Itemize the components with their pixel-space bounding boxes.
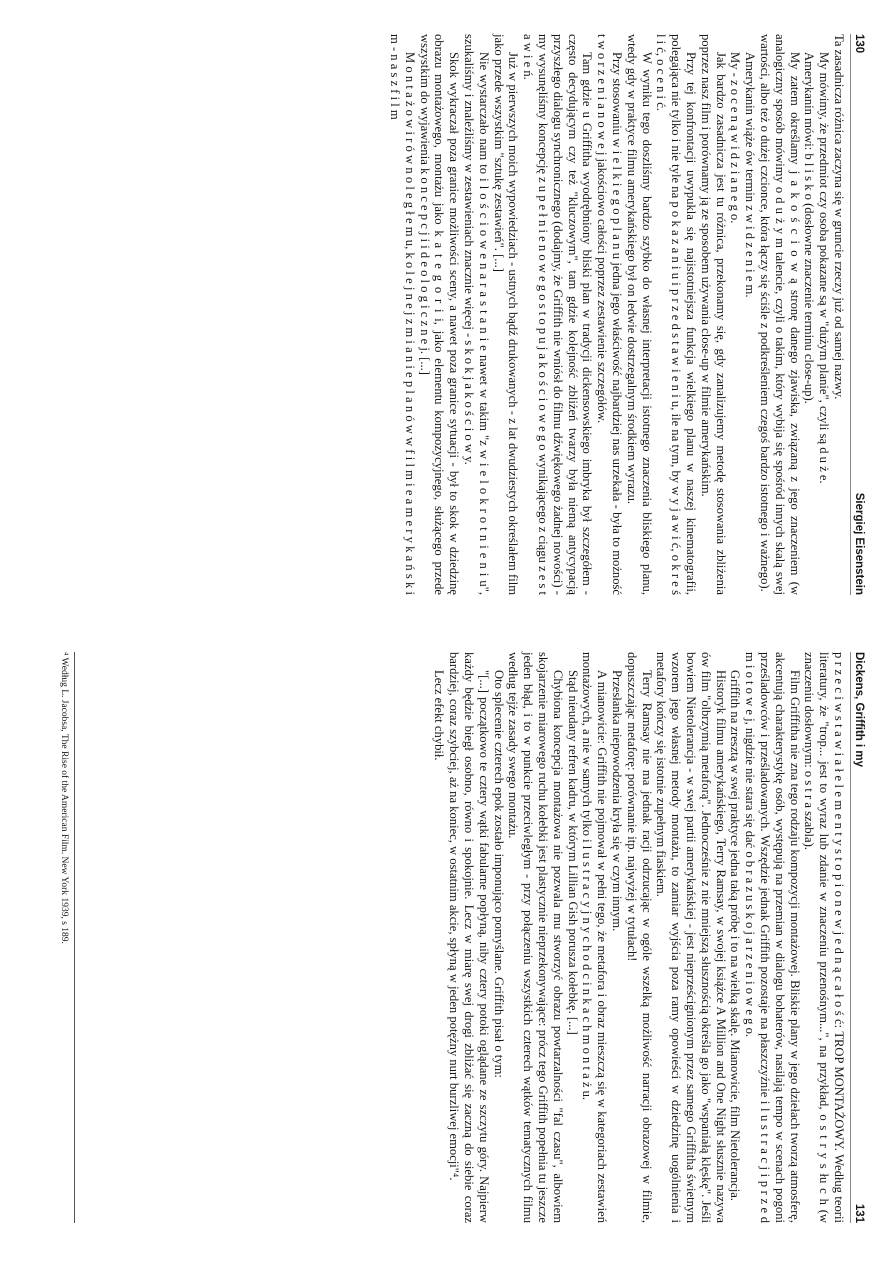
- paragraph: Przesłanka niepowodzenia kryła się w czym innym.: [610, 670, 625, 932]
- paragraph: Tam gdzie u Griffitha wyodrębniony bliski plan w tradycji dickensowskiego imbryka był szczegółem - często decydującym czy też "kluczowym", tam gdzie kolejność zbliżeń twarzy była niemą antycypacją przyszłego dialogu synchronicznego (dodajmy, że Griffith nie wniósł do filmu dźwiękowego żadnej nowości) - my wysunęliśmy koncepcję z u p e ł n i e n o w e g o s t o p u j a k o ś c i o w e g o wynikającego z ciągu z e s t a w i e ń.: [521, 34, 595, 595]
- page-body: [387, 34, 846, 595]
- paragraph: Historyk filmu amerykańskiego, Terry Ramsay, w swojej książce A Million and One Night słusznie nazywa ów film "olbrzymią metaforą". Jednocześnie z nie mniejszą słusznością określa go jako "wspaniałą klęskę". Jeśli bowiem Nietolerancja - w swej partii amerykańskiej - jest nieprześcignionym przez samego Griffitha świetnym wzorem jego własnej metody montażu, to zamiar wyjścia poza ramy opowieści w dziedzinę uogólnienia i metafory kończy się istotnie zupełnym fiaskiem.: [654, 652, 728, 1223]
- page-number: 131: [853, 1203, 865, 1223]
- paragraph: Przy tej konfrontacji uwypukla się najistotniejsza funkcja wielkiego planu w naszej kinematografii, polegająca nie tylko i nie tyle na p o k a z a n i u i p r z e d s t a w i e n i u, ile na tym, by w y j a w i ć, o k r e ś l i ć, o c e n i ć.: [654, 34, 699, 595]
- paragraph: Oto splecenie czterech epok zostało imponująco pomyślane. Griffith pisał o tym:: [491, 670, 506, 1078]
- paragraph: My mówimy, że przedmiot czy osoba pokazane są w "dużym planie", czyli są d u ż e.: [817, 52, 832, 484]
- paragraph: My - z o c e n ą w i d z i a n e g o.: [728, 52, 743, 224]
- paragraph: p r z e c i w s t a w i a ł e l e m e n t y s t o p i o n e w j e d n ą c a ł o ś ć: TROP MONTAŻOWY. Według teorii literatury, że "trop... jest to wyraz lub zdanie w znaczeniu przenośnym...", na przykład, o s t r y s łu c h (w znaczeniu dosłownym: o s t r a szabla).: [802, 652, 846, 1223]
- paragraph: Jak bardzo zasadnicza jest tu różnica, przekonamy się, gdy zanalizujemy metodę stosowania zbliżenia poprzez nasz film i porównamy ją ze sposobem używania close-up w filmie amerykańskim.: [698, 34, 728, 595]
- paragraph: Chybiona koncepcja montażowa nie pozwala mu stworzyć obrazu powtarzalności "fal czasu", albowiem skojarzenie miarowego ruchu kołebki jest plastycznie nieprzekonywające: prócz tego Griffith popełnia tu jeszcze jeden błąd, i to w punkcie przeciwległym - przy połączeniu wszystkich czterech wątków tematycznych filmu według tejże zasady swego montażu.: [506, 652, 565, 1223]
- paragraph: Już w pierwszych moich wypowiedziach - ustnych bądź drukowanych - z lat dwudziestych określałem film jako przede wszystkim "sztukę zestawień". [...]: [491, 34, 521, 595]
- footnote: [58, 652, 75, 1223]
- paragraph: Amerykanin wiąże ów termin z w i d z e n i e m.: [743, 52, 758, 298]
- running-head-title: Dickens, Griffith i my: [853, 652, 865, 768]
- running-header: [850, 34, 865, 595]
- paragraph: Skok wykraczał poza granice możliwości sceny, a nawet poza granice sytuacji - był to skok w dziedzinę obrazu montażowego, montażu jako k a t e g o r i i, jako elementu kompozycyjnego, służącego przede wszystkim do wyjawienia k o n c e p c j i i d e o l o g i c z n e j. [...]: [417, 34, 462, 595]
- paragraph: Lecz efekt chybił.: [432, 670, 447, 761]
- page-body: [432, 652, 846, 1223]
- paragraph: Stąd nieudany refren kadru, w którym Lillian Gish porusza kołebkę. [...]: [565, 670, 580, 1035]
- running-header: [850, 652, 865, 1223]
- page-number: 130: [853, 34, 865, 54]
- paragraph: My zatem określamy j a k o ś c i o w ą stronę danego zjawiska, związaną z jego znaczeniem (w analogiczny sposób mówimy o d u ż y m talencie, czyli o takim, który wybija się spośród innych skalą swej wartości, albo też o dużej czcionce, która łączy się ściśle z podkreśleniem czegoś bardzo istotnego i ważnego).: [758, 34, 802, 595]
- paragraph: Nie wystarczało nam to i l o ś c i o w e n a r a s t a n i e nawet w takim "z w i e l o k r o t n i e n i u", szukaliśmy i znaleźliśmy w zestawieniach znacznie więcej - s k o k j a k o ś c i o w y.: [462, 34, 491, 595]
- paragraph: W wyniku tego doszliśmy bardzo szybko do własnej interpretacji istotnego znaczenia bliskiego planu, wtedy gdy w praktyce filmu amerykańskiego był on ledwie dostrzegalnym środkiem wyrazu.: [624, 34, 654, 595]
- paragraph: Przy stosowaniu w i e l k i e g o p l a n u jedna jego właściwość najbardziej nas urzekała - była to możność t w o r z e n i a n o w e j jakościowo całości poprzez zestawienie szczegółów.: [595, 34, 625, 595]
- paragraph: Film Griffitha nie zna tego rodzaju kompozycji montażowej. Bliskie plany w jego dziełach tworzą atmosferę, akcentują charakterystykę osób, występują na przemian w dialogu bohaterów, nasilają tempo w scenach pogoni prześladowców i prześladowanych. Wszędzie jednak Griffith pozostaje na płaszczyźnie i l u s t r a c j i p r z e d m i o t o w e j, nigdzie nie stara się dać o b r a z u s k o j a r z e n i o w e g o.: [743, 652, 802, 1223]
- footnote-text: ⁴ Według L. Jacobsa, The Rise of the American Film. New York 1939, s 189.: [59, 652, 69, 944]
- paragraph: Amerykanin mówi: b l i s k o (dosłowne znaczenie terminu close-up).: [802, 52, 817, 404]
- running-head-title: Siergiej Eisenstein: [853, 492, 865, 595]
- paragraph: "[...] początkowo te cztery wątki fabularne popłyną, niby cztery potoki oglądane ze szczytu góry. Najpierw każdy będzie biegł osobno, równo i spokojnie. Lecz w miarę swej drogi zbliżać się zaczną do siebie coraz bardziej, coraz szybciej, aż na koniec, w ostatnim akcie, spłyną w jeden potężny nurt burzliwej emocji"⁴.: [447, 652, 491, 1223]
- paragraph: A mianowicie: Griffith nie pojmował w pełni tego, że metafora i obraz mieszczą się w kategoriach zestawień montażowych, a nie w samych tylko i l u s t r a c y j n y c h o d c i n k a c h m o n t a ż u.: [580, 652, 610, 1223]
- right-page: [0, 632, 893, 1263]
- paragraph: Terry Ramsay nie ma jednak racji odrzucając w ogóle wszelką możliwość narracji obrazowej w filmie, dopuszczając metaforę: porównanie itp. najwyżej w tytułach!: [624, 652, 654, 1223]
- paragraph: Griffith na zresztą w swej praktyce jedna taką próbę i to na wielką skalę. Mianowicie, film Nietolerancja.: [728, 670, 743, 1201]
- paragraph: M o n t a ż o w i r ó w n o l e g ł e m u, k o l e j n e j z m i a n i e p l a n ó w w f i l m i e a m e r y k a ń s k i m - n a s z f i l m: [388, 34, 417, 595]
- paragraph: Ta zasadnicza różnica zaczyna się w gruncie rzeczy już od samej nazwy.: [832, 34, 846, 400]
- left-page: [0, 0, 893, 631]
